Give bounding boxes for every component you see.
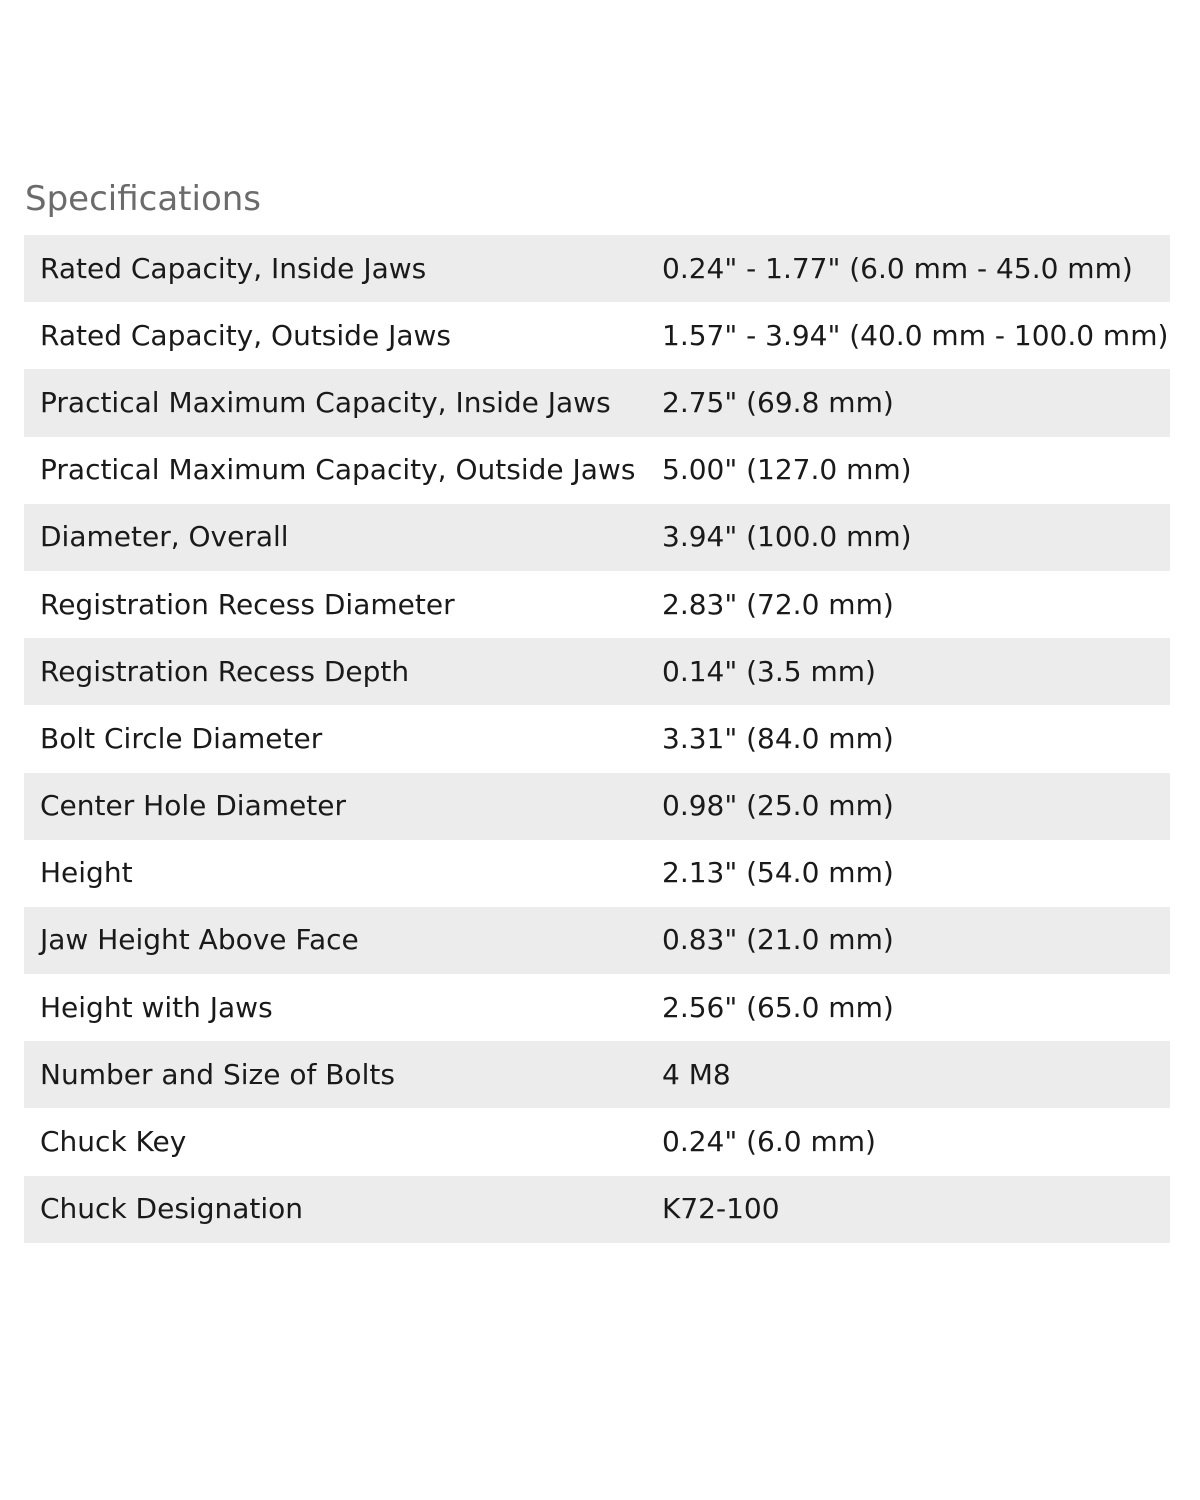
spec-value: 5.00" (127.0 mm) [662, 453, 912, 487]
table-row [24, 504, 1170, 571]
spec-value: 1.57" - 3.94" (40.0 mm - 100.0 mm) [662, 318, 1169, 352]
specifications-table [24, 235, 1170, 1243]
table-row [24, 1108, 1170, 1175]
spec-value: 0.98" (25.0 mm) [662, 789, 894, 823]
table-row [24, 974, 1170, 1041]
table-row [24, 638, 1170, 705]
table-row [24, 571, 1170, 638]
table-row [24, 840, 1170, 907]
table-row [24, 907, 1170, 974]
table-row [24, 1176, 1170, 1243]
spec-label: Bolt Circle Diameter [40, 721, 323, 755]
spec-value: 0.24" (6.0 mm) [662, 1125, 876, 1159]
spec-value: 0.14" (3.5 mm) [662, 654, 876, 688]
section-title: Specifications [25, 179, 262, 219]
spec-value: 2.75" (69.8 mm) [662, 385, 894, 419]
table-row [24, 235, 1170, 302]
spec-label: Practical Maximum Capacity, Outside Jaws [40, 453, 636, 487]
spec-value: 4 M8 [662, 1057, 731, 1091]
spec-label: Center Hole Diameter [40, 789, 346, 823]
spec-value: 2.56" (65.0 mm) [662, 990, 894, 1024]
specifications-section [24, 172, 1170, 1243]
spec-label: Registration Recess Diameter [40, 587, 455, 621]
spec-value: K72-100 [662, 1192, 780, 1226]
spec-label: Chuck Key [40, 1125, 187, 1159]
spec-value: 3.94" (100.0 mm) [662, 520, 912, 554]
spec-label: Height with Jaws [40, 990, 273, 1024]
table-row [24, 773, 1170, 840]
table-row [24, 1041, 1170, 1108]
spec-label: Practical Maximum Capacity, Inside Jaws [40, 385, 611, 419]
spec-label: Registration Recess Depth [40, 654, 410, 688]
spec-label: Jaw Height Above Face [40, 923, 359, 957]
spec-label: Rated Capacity, Outside Jaws [40, 318, 451, 352]
spec-label: Diameter, Overall [40, 520, 289, 554]
table-row [24, 369, 1170, 436]
spec-label: Rated Capacity, Inside Jaws [40, 251, 427, 285]
spec-value: 0.24" - 1.77" (6.0 mm - 45.0 mm) [662, 251, 1133, 285]
spec-value: 2.13" (54.0 mm) [662, 856, 894, 890]
spec-label: Chuck Designation [40, 1192, 304, 1226]
spec-label: Height [40, 856, 133, 890]
spec-label: Number and Size of Bolts [40, 1057, 395, 1091]
table-row [24, 302, 1170, 369]
table-row [24, 705, 1170, 772]
spec-value: 0.83" (21.0 mm) [662, 923, 894, 957]
spec-value: 3.31" (84.0 mm) [662, 721, 894, 755]
table-row [24, 437, 1170, 504]
spec-value: 2.83" (72.0 mm) [662, 587, 894, 621]
